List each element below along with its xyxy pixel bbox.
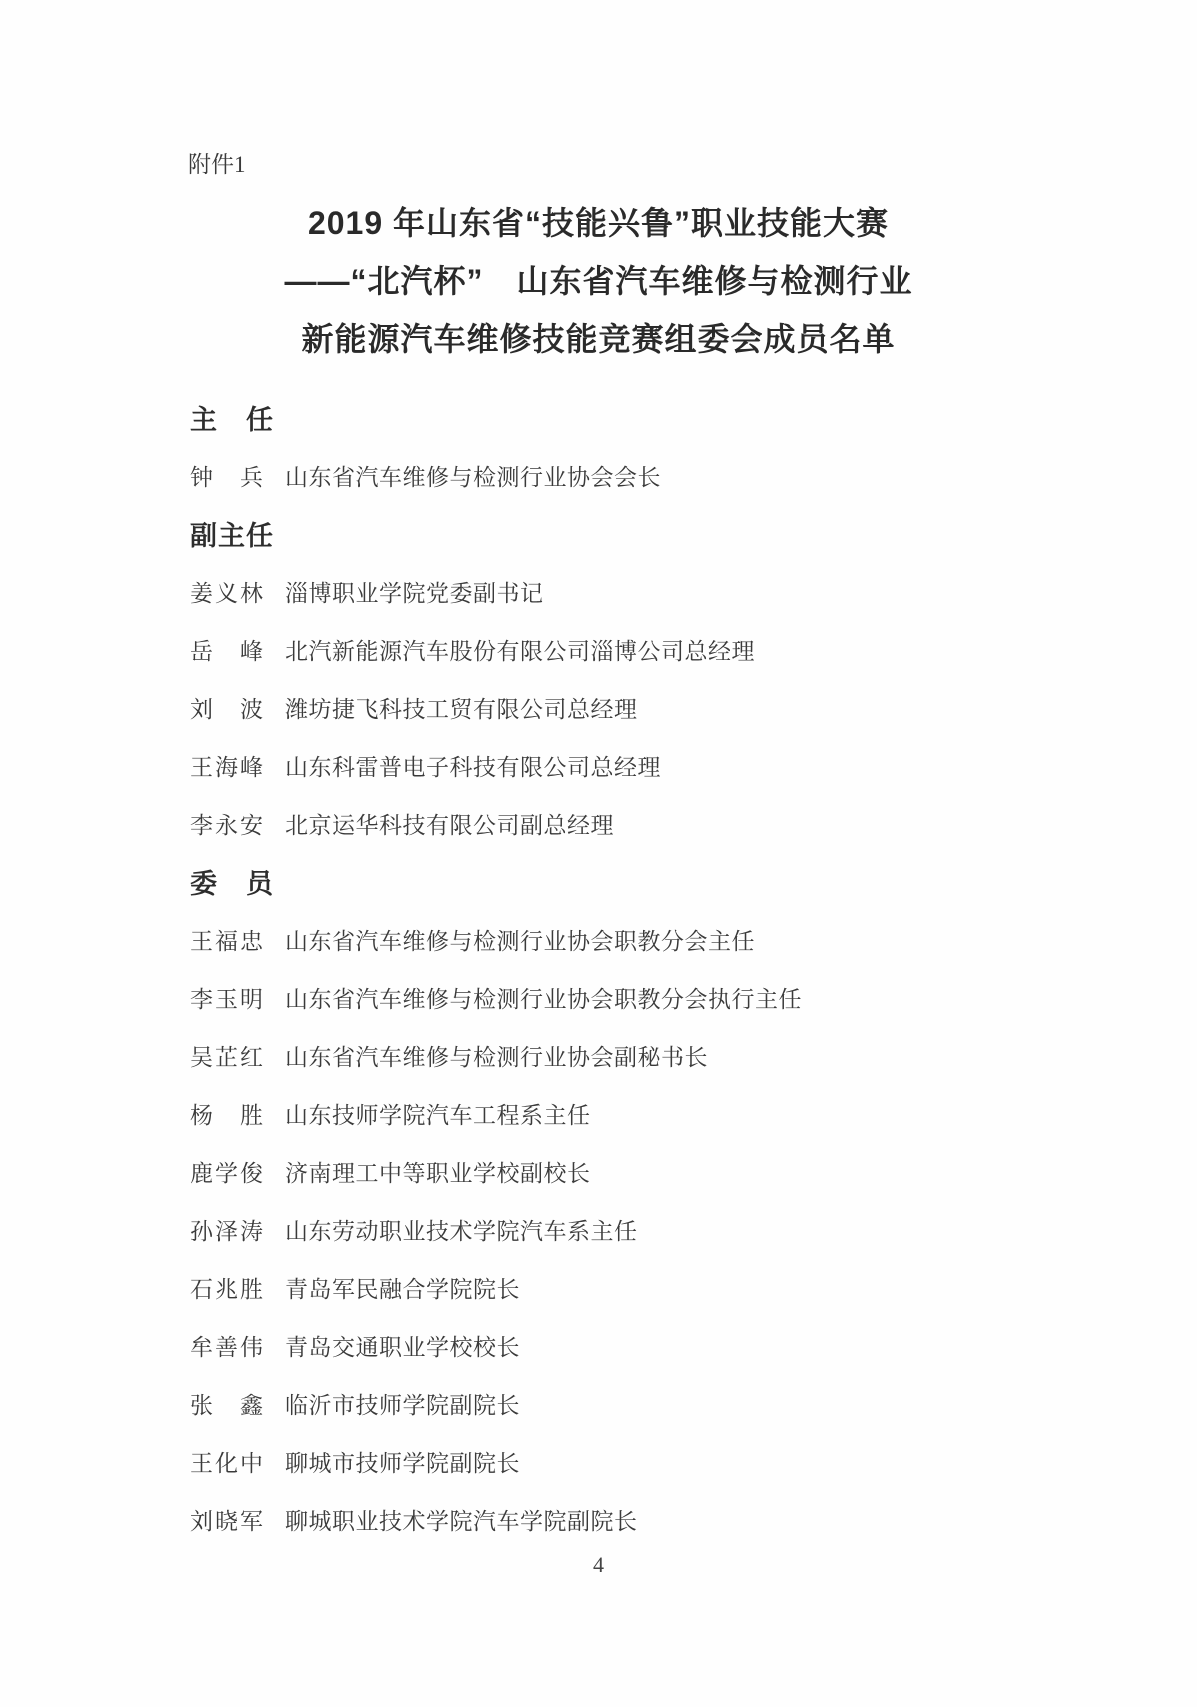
member-row xyxy=(190,1026,1197,1084)
member-row xyxy=(190,1142,1197,1200)
member-name: 姜义林 xyxy=(190,580,265,606)
section-heading-deputy-directors: 副主任 xyxy=(190,520,274,551)
title-line-1: 2019 年山东省“技能兴鲁”职业技能大赛 xyxy=(307,205,890,241)
member-row xyxy=(190,736,1197,794)
member-name: 刘晓军 xyxy=(190,1508,265,1534)
member-row xyxy=(190,968,1197,1026)
member-title: 临沂市技师学院副院长 xyxy=(285,1392,520,1418)
member-title: 潍坊捷飞科技工贸有限公司总经理 xyxy=(285,696,638,722)
member-title: 山东技师学院汽车工程系主任 xyxy=(285,1102,591,1128)
member-title: 山东省汽车维修与检测行业协会职教分会执行主任 xyxy=(285,986,802,1012)
member-row xyxy=(190,1258,1197,1316)
member-name: 李玉明 xyxy=(190,986,265,1012)
member-row xyxy=(190,794,1197,852)
page-number: 4 xyxy=(593,1552,604,1577)
member-row xyxy=(190,446,1197,504)
member-name: 钟 兵 xyxy=(190,464,265,490)
member-title: 青岛交通职业学校校长 xyxy=(285,1334,520,1360)
member-title: 青岛军民融合学院院长 xyxy=(285,1276,520,1302)
title-line-2: ——“北汽杯” 山东省汽车维修与检测行业 xyxy=(284,263,913,299)
section-heading-director: 主 任 xyxy=(190,404,274,435)
member-row xyxy=(190,910,1197,968)
member-row xyxy=(190,1200,1197,1258)
member-title: 北汽新能源汽车股份有限公司淄博公司总经理 xyxy=(285,638,755,664)
member-name: 孙泽涛 xyxy=(190,1218,265,1244)
member-row xyxy=(190,1084,1197,1142)
title-line-3: 新能源汽车维修技能竞赛组委会成员名单 xyxy=(301,321,896,357)
member-row xyxy=(190,620,1197,678)
member-row xyxy=(190,1490,1197,1548)
member-title: 山东省汽车维修与检测行业协会职教分会主任 xyxy=(285,928,755,954)
member-title: 山东劳动职业技术学院汽车系主任 xyxy=(285,1218,638,1244)
member-title: 济南理工中等职业学校副校长 xyxy=(285,1160,591,1186)
member-name: 杨 胜 xyxy=(190,1102,265,1128)
member-name: 石兆胜 xyxy=(190,1276,265,1302)
member-row xyxy=(190,1432,1197,1490)
member-title: 山东省汽车维修与检测行业协会会长 xyxy=(285,464,661,490)
member-name: 王海峰 xyxy=(190,754,265,780)
member-name: 牟善伟 xyxy=(190,1334,265,1360)
member-title: 聊城市技师学院副院长 xyxy=(285,1450,520,1476)
member-name: 吴芷红 xyxy=(190,1044,265,1070)
member-title: 聊城职业技术学院汽车学院副院长 xyxy=(285,1508,638,1534)
member-title: 山东科雷普电子科技有限公司总经理 xyxy=(285,754,661,780)
document-title xyxy=(0,194,1197,368)
member-name: 李永安 xyxy=(190,812,265,838)
committee-roster xyxy=(190,388,1197,1548)
member-name: 刘 波 xyxy=(190,696,265,722)
section-heading-members: 委 员 xyxy=(190,868,274,899)
member-row xyxy=(190,678,1197,736)
member-name: 张 鑫 xyxy=(190,1392,265,1418)
member-title: 山东省汽车维修与检测行业协会副秘书长 xyxy=(285,1044,708,1070)
member-row xyxy=(190,1374,1197,1432)
member-name: 王化中 xyxy=(190,1450,265,1476)
member-name: 王福忠 xyxy=(190,928,265,954)
member-row xyxy=(190,562,1197,620)
member-title: 北京运华科技有限公司副总经理 xyxy=(285,812,614,838)
member-title: 淄博职业学院党委副书记 xyxy=(285,580,544,606)
member-name: 岳 峰 xyxy=(190,638,265,664)
member-row xyxy=(190,1316,1197,1374)
member-name: 鹿学俊 xyxy=(190,1160,265,1186)
attachment-label: 附件1 xyxy=(188,152,246,177)
